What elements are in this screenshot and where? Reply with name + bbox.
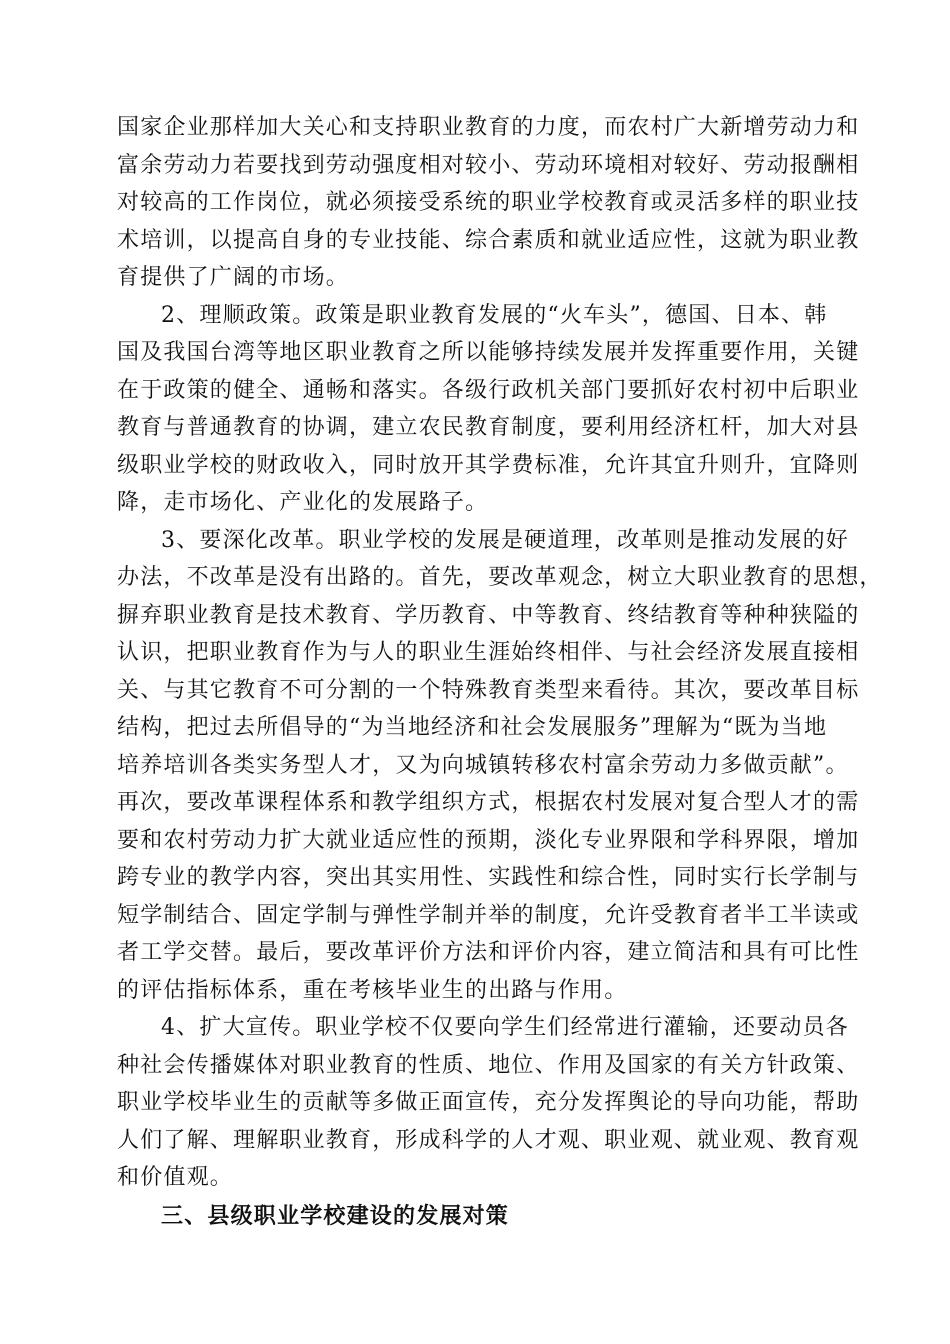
text-line: 人们了解、理解职业教育，形成科学的人才观、职业观、就业观、教育观 (117, 1128, 860, 1153)
text-line: 在于政策的健全、通畅和落实。各级行政机关部门要抓好农村初中后职业 (117, 378, 860, 403)
text-line: 办法，不改革是没有出路的。首先，要改革观念，树立大职业教育的思想， (117, 565, 883, 590)
text-line: 再次，要改革课程体系和教学组织方式，根据农村发展对复合型人才的需 (117, 790, 860, 815)
text-line: 种社会传播媒体对职业教育的性质、地位、作用及国家的有关方针政策、 (117, 1053, 860, 1078)
text-line: 级职业学校的财政收入，同时放开其学费标准，允许其宜升则升，宜降则 (117, 453, 860, 478)
paragraph-start-line: 3、要深化改革。职业学校的发展是硬道理，改革则是推动发展的好 (161, 528, 849, 553)
text-line: 摒弃职业教育是技术教育、学历教育、中等教育、终结教育等种种狭隘的 (117, 603, 860, 628)
text-line: 培养培训各类实务型人才，又为向城镇转移农村富余劳动力多做贡献”。 (117, 753, 849, 778)
text-line: 术培训，以提高自身的专业技能、综合素质和就业适应性，这就为职业教 (117, 228, 860, 253)
text-line: 职业学校毕业生的贡献等多做正面宣传，充分发挥舆论的导向功能，帮助 (117, 1090, 860, 1115)
paragraph-start-line: 4、扩大宣传。职业学校不仅要向学生们经常进行灌输，还要动员各 (161, 1015, 849, 1040)
text-line: 跨专业的教学内容，突出其实用性、实践性和综合性，同时实行长学制与 (117, 865, 860, 890)
text-line: 国及我国台湾等地区职业教育之所以能够持续发展并发挥重要作用，关键 (117, 340, 860, 365)
text-line: 育提供了广阔的市场。 (117, 265, 350, 290)
section-heading: 三、县级职业学校建设的发展对策 (161, 1203, 510, 1229)
text-line: 要和农村劳动力扩大就业适应性的预期，淡化专业界限和学科界限，增加 (117, 828, 860, 853)
text-line: 关、与其它教育不可分割的一个特殊教育类型来看待。其次，要改革目标 (117, 678, 860, 703)
text-line: 降，走市场化、产业化的发展路子。 (117, 490, 489, 515)
text-line: 富余劳动力若要找到劳动强度相对较小、劳动环境相对较好、劳动报酬相 (117, 153, 860, 178)
text-line: 认识，把职业教育作为与人的职业生涯始终相伴、与社会经济发展直接相 (117, 640, 860, 665)
text-line: 短学制结合、固定学制与弹性学制并举的制度，允许受教育者半工半读或 (117, 903, 860, 928)
paragraph-start-line: 2、理顺政策。政策是职业教育发展的“火车头”，德国、日本、韩 (161, 303, 828, 328)
text-line: 对较高的工作岗位，就必须接受系统的职业学校教育或灵活多样的职业技 (117, 190, 860, 215)
text-line: 的评估指标体系，重在考核毕业生的出路与作用。 (117, 978, 628, 1003)
text-line: 国家企业那样加大关心和支持职业教育的力度，而农村广大新增劳动力和 (117, 115, 860, 140)
text-line: 和价值观。 (117, 1165, 234, 1190)
text-line: 教育与普通教育的协调，建立农民教育制度，要利用经济杠杆，加大对县 (117, 415, 860, 440)
text-line: 者工学交替。最后，要改革评价方法和评价内容，建立简洁和具有可比性 (117, 940, 860, 965)
text-line: 结构，把过去所倡导的“为当地经济和社会发展服务”理解为“既为当地 (117, 715, 828, 740)
